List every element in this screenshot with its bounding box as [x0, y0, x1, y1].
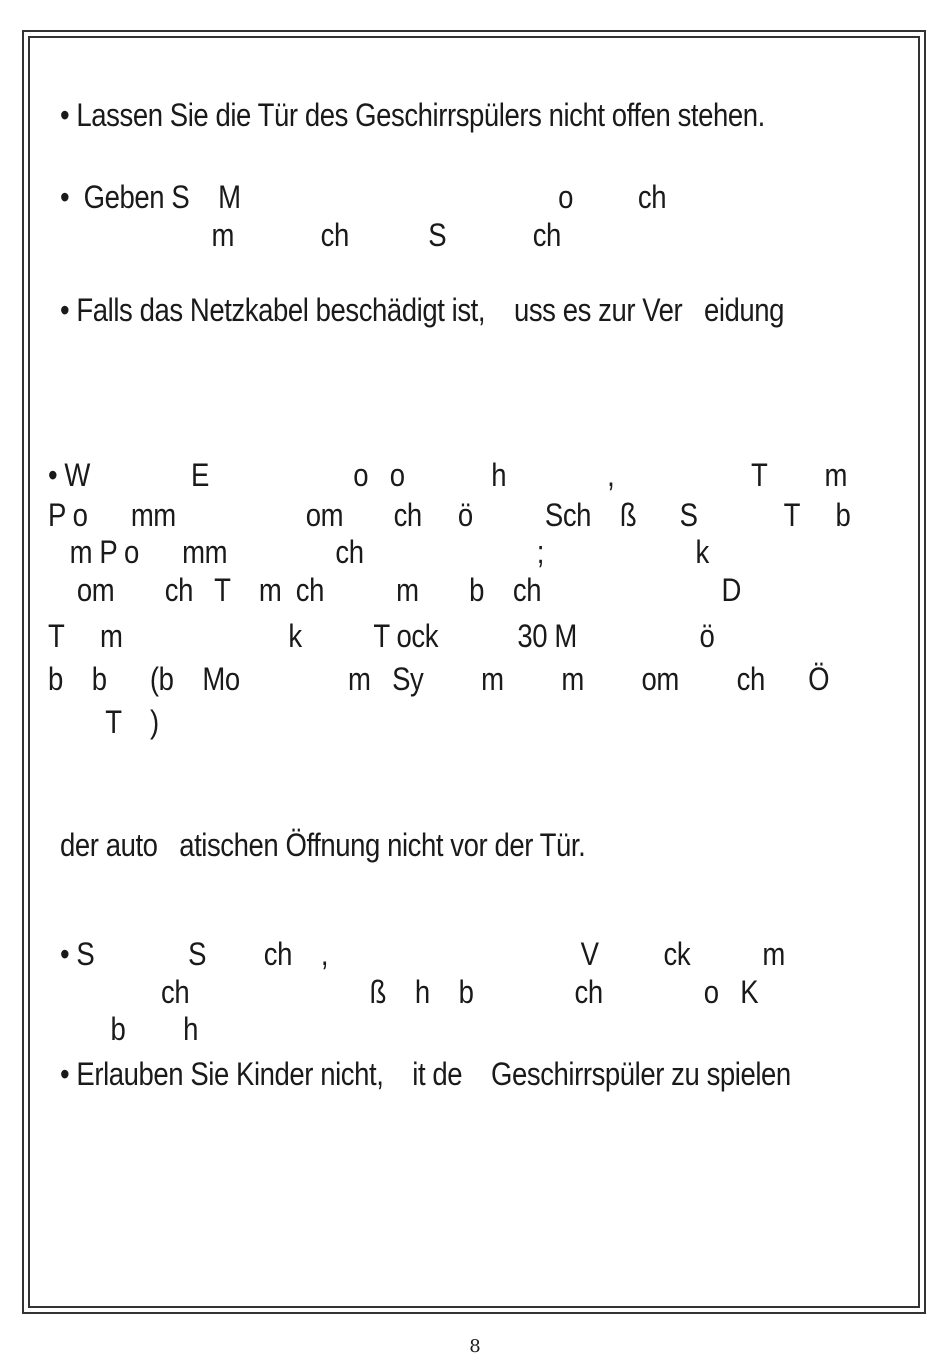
bullet-line: ch ß h b ch o K — [60, 974, 759, 1010]
bullet-line: b b (b Mo m Sy m m om ch Ö — [48, 661, 830, 697]
bullet-line: b h — [60, 1011, 198, 1047]
bullet-line: • Geben S M o ch — [60, 179, 667, 215]
page-number: 8 — [469, 1336, 481, 1357]
bullet-line: om ch T m ch m b ch D — [48, 572, 741, 608]
bullet-line: P o mm om ch ö Sch ß S T b — [48, 497, 851, 533]
bullet-line: m P o mm ch ; k — [48, 534, 709, 570]
auto-open-line: der auto atischen Öffnung nicht vor der Tür. — [60, 827, 586, 863]
bullet-line: m ch S ch — [60, 217, 561, 253]
bullet-children-warning: • Erlauben Sie Kinder nicht, it de Geschirrspüler zu spielen — [60, 1056, 791, 1092]
bullet-line: • S S ch , V ck m — [60, 936, 785, 972]
bullet-line: T m k T ock 30 M ö — [48, 618, 715, 654]
bullet-line: • W E o o h , T m — [48, 457, 848, 493]
bullet-line: T ) — [48, 704, 159, 740]
bullet-door-open-warning: • Lassen Sie die Tür des Geschirrspülers nicht offen stehen. — [60, 97, 765, 133]
bullet-power-cable-warning: • Falls das Netzkabel beschädigt ist, uss es zur Ver eidung — [60, 292, 784, 328]
